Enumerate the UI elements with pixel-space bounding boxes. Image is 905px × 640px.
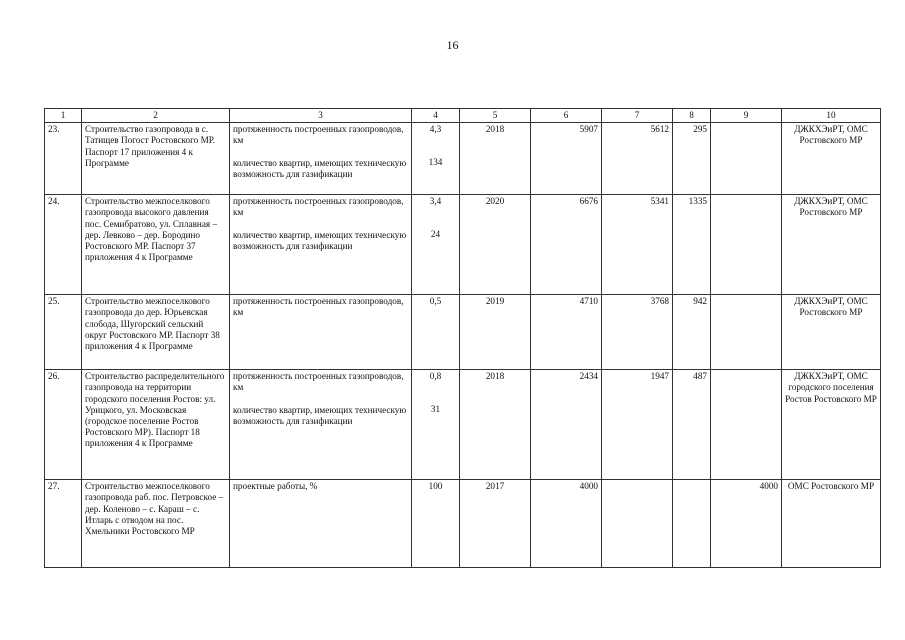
table-row [45,195,881,295]
indicator-text: протяженность построенных газопроводов, км [233,296,404,318]
indicator-value-cell [412,123,460,195]
value-col-9: 4000 [711,480,782,568]
page-number: 16 [446,38,459,52]
value-col-6: 6676 [531,195,602,295]
header-col-6: 6 [531,109,602,123]
year-cell: 2018 [460,370,531,480]
indicator-value: 134 [428,157,443,168]
row-number: 25. [45,295,82,370]
header-col-7: 7 [602,109,673,123]
value-col-7: 3768 [602,295,673,370]
header-col-4: 4 [412,109,460,123]
year-cell: 2020 [460,195,531,295]
indicator-text: протяженность построенных газопроводов, км [233,371,404,393]
year-cell: 2017 [460,480,531,568]
header-col-5: 5 [460,109,531,123]
indicator-value: 24 [430,229,441,240]
indicator-cell [230,480,412,568]
row-number: 26. [45,370,82,480]
value-col-9 [711,195,782,295]
year-cell: 2019 [460,295,531,370]
value-col-8: 487 [673,370,711,480]
header-col-1: 1 [45,109,82,123]
value-col-8 [673,480,711,568]
indicator-cell [230,123,412,195]
row-number: 27. [45,480,82,568]
indicator-text: протяженность построенных газопроводов, км [233,196,404,218]
value-col-8: 295 [673,123,711,195]
header-col-3: 3 [230,109,412,123]
header-col-9: 9 [711,109,782,123]
value-col-8: 942 [673,295,711,370]
indicator-value-cell [412,295,460,370]
row-number: 24. [45,195,82,295]
indicator-cell [230,195,412,295]
indicator-text: количество квартир, имеющих техническую возможность для газификации [233,157,407,179]
indicator-value-cell [412,195,460,295]
indicator-text: количество квартир, имеющих техническую возможность для газификации [233,404,407,426]
table-row [45,123,881,195]
executor-cell: ОМС Ростовского МР [782,480,881,568]
indicator-value: 0,5 [429,296,442,307]
indicator-value-cell [412,480,460,568]
value-col-9 [711,295,782,370]
object-name: Строительство межпоселкового газопровода раб. пос. Петровское – дер. Коленово – с. Караш – с. Итларь с отводом на пос. Хмельники Ростовского МР [82,480,230,568]
value-col-7: 5341 [602,195,673,295]
indicator-value: 3,4 [429,196,442,207]
executor-cell: ДЖКХЭиРТ, ОМС городского поселения Ростов Ростовского МР [782,370,881,480]
object-name: Строительство распределительного газопровода на территории городского поселения Ростов: ул. Урицкого, ул. Московская (городское поселение Ростов Ростовского МР). Паспорт 18 приложения 4 к Программе [82,370,230,480]
year-cell: 2018 [460,123,531,195]
indicator-cell [230,370,412,480]
indicator-value: 0,8 [429,371,442,382]
value-col-6: 5907 [531,123,602,195]
indicator-text: протяженность построенных газопроводов, км [233,124,404,146]
indicator-text: проектные работы, % [233,481,318,492]
value-col-7 [602,480,673,568]
object-name: Строительство межпоселкового газопровода до дер. Юрьевская слобода, Шугорский сельский округ Ростовского МР. Паспорт 38 приложения 4 к Программе [82,295,230,370]
indicator-value: 31 [430,404,441,415]
program-table [44,108,881,568]
indicator-value: 4,3 [429,124,442,135]
indicator-text: количество квартир, имеющих техническую возможность для газификации [233,229,407,251]
value-col-9 [711,370,782,480]
value-col-8: 1335 [673,195,711,295]
value-col-7: 1947 [602,370,673,480]
object-name: Строительство газопровода в с. Татищев Погост Ростовского МР. Паспорт 17 приложения 4 к Программе [82,123,230,195]
table-row [45,370,881,480]
indicator-value: 100 [428,481,443,492]
table-row [45,480,881,568]
executor-cell: ДЖКХЭиРТ, ОМС Ростовского МР [782,123,881,195]
value-col-7: 5612 [602,123,673,195]
header-row [45,109,881,123]
value-col-9 [711,123,782,195]
header-col-8: 8 [673,109,711,123]
value-col-6: 4710 [531,295,602,370]
value-col-6: 2434 [531,370,602,480]
executor-cell: ДЖКХЭиРТ, ОМС Ростовского МР [782,295,881,370]
header-col-2: 2 [82,109,230,123]
object-name: Строительство межпоселкового газопровода высокого давления пос. Семибратово, ул. Сплавная – дер. Левково – дер. Бородино Ростовского МР. Паспорт 37 приложения 4 к Программе [82,195,230,295]
row-number: 23. [45,123,82,195]
value-col-6: 4000 [531,480,602,568]
executor-cell: ДЖКХЭиРТ, ОМС Ростовского МР [782,195,881,295]
header-col-10: 10 [782,109,881,123]
table-row [45,295,881,370]
indicator-cell [230,295,412,370]
indicator-value-cell [412,370,460,480]
